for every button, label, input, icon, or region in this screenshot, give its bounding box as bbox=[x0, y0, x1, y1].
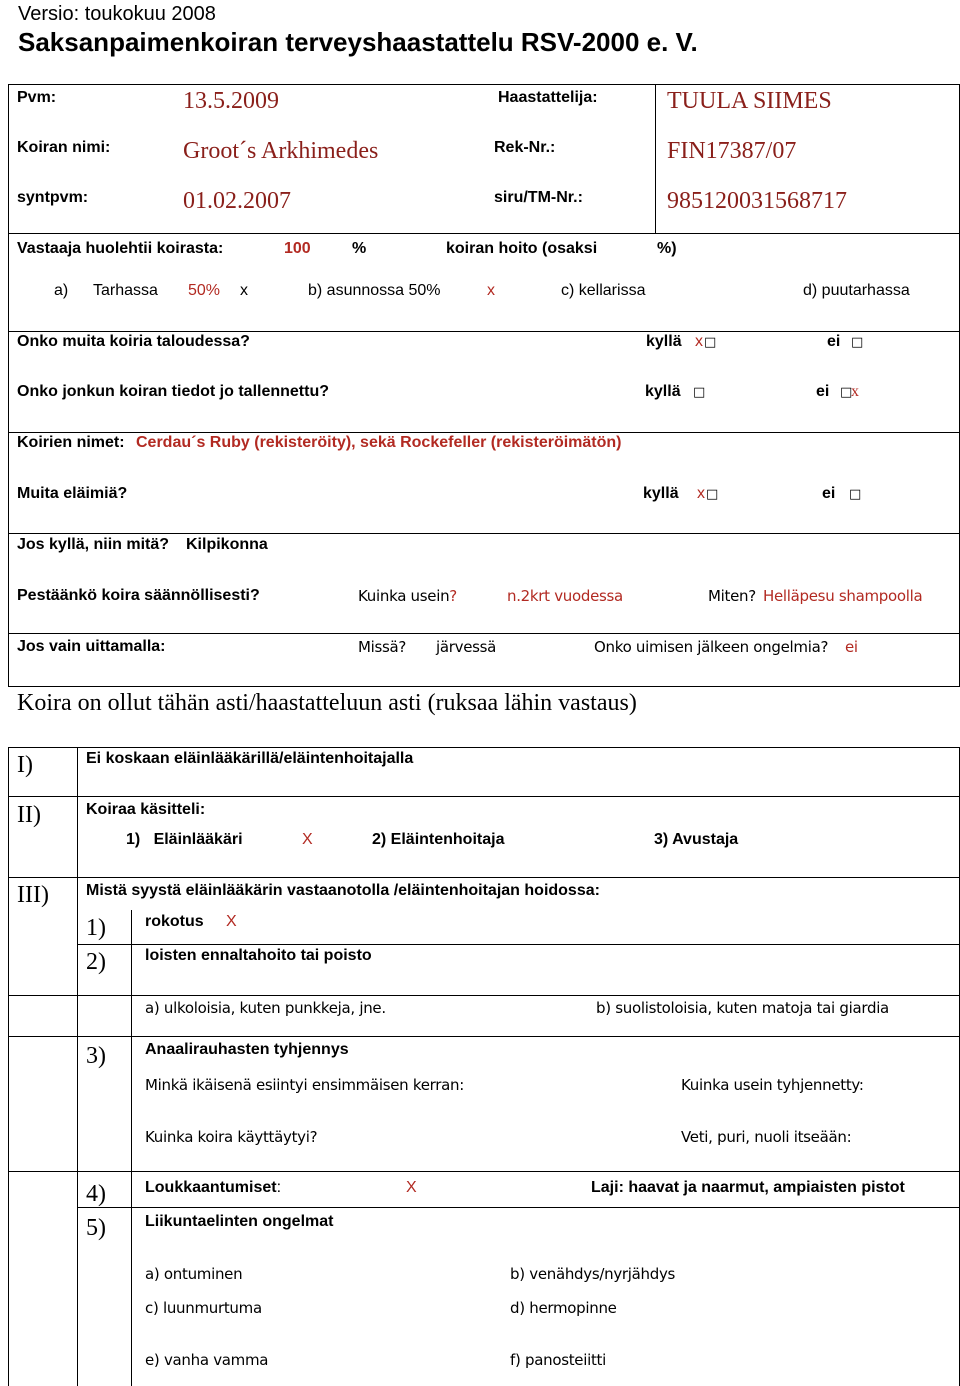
item-1-text: rokotus bbox=[145, 913, 204, 930]
item-3-behaviour-options: Veti, puri, nuoli itseään: bbox=[681, 1128, 852, 1146]
housing-b-mark: x bbox=[487, 282, 495, 299]
how-label: Miten? bbox=[708, 587, 756, 605]
lower-table-left bbox=[8, 747, 9, 1386]
lower-table-top bbox=[8, 747, 960, 748]
housing-a-label: Tarhassa bbox=[93, 282, 158, 299]
row-divider bbox=[8, 533, 960, 534]
item-3-frequency: Kuinka usein tyhjennetty: bbox=[681, 1076, 864, 1094]
saved-no-checkbox[interactable]: □ bbox=[840, 385, 853, 400]
housing-c-label: c) kellarissa bbox=[561, 282, 646, 299]
reknr-value: FIN17387/07 bbox=[667, 138, 797, 164]
item-5-option-d: d) hermopinne bbox=[510, 1299, 617, 1317]
saved-no: ei bbox=[816, 383, 830, 400]
koiran-nimi-value: Groot´s Arkhimedes bbox=[183, 138, 379, 164]
housing-a-mark: x bbox=[240, 282, 248, 299]
other-dogs-yes: kyllä bbox=[646, 333, 682, 350]
reknr-label: Rek-Nr.: bbox=[494, 139, 556, 156]
table-border-left bbox=[8, 84, 9, 687]
dog-names-label: Koirien nimet: bbox=[17, 434, 125, 451]
item-4-type: Laji: haavat ja naarmut, ampiaisten pistot bbox=[591, 1179, 905, 1196]
housing-d-label: d) puutarhassa bbox=[803, 282, 910, 299]
housing-a-prefix: a) bbox=[54, 282, 69, 299]
table-border-top bbox=[8, 84, 960, 85]
other-dogs-yes-checkbox[interactable]: □ bbox=[704, 335, 717, 350]
care-percent-sign: % bbox=[352, 240, 367, 257]
animals-yes-mark: x bbox=[697, 485, 705, 502]
pvm-label: Pvm: bbox=[17, 89, 57, 106]
row-divider bbox=[8, 1171, 960, 1172]
row-ii-label: II) bbox=[17, 802, 41, 828]
animals-no-checkbox[interactable]: □ bbox=[849, 487, 862, 502]
row-divider bbox=[77, 944, 960, 945]
item-4-text: Loukkaantumiset: bbox=[145, 1179, 282, 1196]
syntpvm-value: 01.02.2007 bbox=[183, 188, 291, 214]
row-iii-text: Mistä syystä eläinlääkärin vastaanotolla /eläintenhoitajan hoidossa: bbox=[86, 882, 600, 899]
item-5-number: 5) bbox=[86, 1215, 106, 1241]
column-divider bbox=[655, 84, 656, 234]
haastattelija-value: TUULA SIIMES bbox=[667, 88, 832, 114]
saved-no-mark: x bbox=[851, 383, 859, 400]
item-4-mark: X bbox=[406, 1179, 417, 1196]
how-often-label: Kuinka usein? bbox=[358, 587, 457, 605]
saved-yes-checkbox[interactable]: □ bbox=[693, 385, 706, 400]
hoito-label: koiran hoito (osaksi bbox=[446, 240, 598, 257]
row-divider bbox=[77, 1207, 960, 1208]
row-divider bbox=[8, 633, 960, 634]
row-divider bbox=[8, 233, 960, 234]
row-i-text: Ei koskaan eläinlääkärillä/eläintenhoitajalla bbox=[86, 750, 414, 767]
item-5-option-c: c) luunmurtuma bbox=[145, 1299, 262, 1317]
item-5-option-f: f) panosteiitti bbox=[510, 1351, 606, 1369]
pvm-value: 13.5.2009 bbox=[183, 88, 279, 114]
item-2-option-b: b) suolistoloisia, kuten matoja tai giardia bbox=[596, 999, 889, 1017]
dog-names-value: Cerdau´s Ruby (rekisteröity), sekä Rockefeller (rekisteröimätön) bbox=[136, 434, 622, 451]
wash-question: Pestäänkö koira säännöllisesti? bbox=[17, 587, 260, 604]
page-title: Saksanpaimenkoiran terveyshaastattelu RSV-2000 e. V. bbox=[18, 27, 698, 57]
item-5-option-a: a) ontuminen bbox=[145, 1265, 243, 1283]
how-often-value: n.2krt vuodessa bbox=[507, 587, 623, 605]
which-animals-value: Kilpikonna bbox=[186, 536, 268, 553]
other-dogs-no: ei bbox=[827, 333, 841, 350]
item-1-number: 1) bbox=[86, 915, 106, 941]
problems-label: Onko uimisen jälkeen ongelmia? bbox=[594, 638, 829, 656]
item-4-number: 4) bbox=[86, 1181, 106, 1207]
other-dogs-yes-mark: x bbox=[695, 333, 703, 350]
lower-table-divider bbox=[77, 747, 78, 1386]
saved-question: Onko jonkun koiran tiedot jo tallennettu? bbox=[17, 383, 329, 400]
row-divider bbox=[8, 796, 960, 797]
item-3-behaviour: Kuinka koira käyttäytyi? bbox=[145, 1128, 318, 1146]
row-divider bbox=[8, 432, 960, 433]
care-label: Vastaaja huolehtii koirasta: bbox=[17, 240, 224, 257]
swim-label: Jos vain uittamalla: bbox=[17, 638, 166, 655]
housing-a-value: 50% bbox=[188, 282, 221, 299]
row-iii-label: III) bbox=[17, 882, 49, 908]
how-value: Helläpesu shampoolla bbox=[763, 587, 923, 605]
other-dogs-no-checkbox[interactable]: □ bbox=[851, 335, 864, 350]
siru-label: siru/TM-Nr.: bbox=[494, 189, 583, 206]
which-animals-label: Jos kyllä, niin mitä? bbox=[17, 536, 170, 553]
item-3-number: 3) bbox=[86, 1043, 106, 1069]
animals-yes: kyllä bbox=[643, 485, 679, 502]
care-percent-value: 100 bbox=[284, 240, 311, 257]
row-divider bbox=[8, 331, 960, 332]
animals-yes-checkbox[interactable]: □ bbox=[706, 487, 719, 502]
sub-divider bbox=[131, 910, 132, 1386]
where-label: Missä? bbox=[358, 638, 407, 656]
syntpvm-label: syntpvm: bbox=[17, 189, 89, 206]
where-value: järvessä bbox=[436, 638, 497, 656]
row-ii-text: Koiraa käsitteli: bbox=[86, 801, 206, 818]
item-5-text: Liikuntaelinten ongelmat bbox=[145, 1213, 334, 1230]
koiran-nimi-label: Koiran nimi: bbox=[17, 139, 111, 156]
saved-yes: kyllä bbox=[645, 383, 681, 400]
row-divider bbox=[8, 1036, 960, 1037]
handler-assistant: 3) Avustaja bbox=[654, 831, 739, 848]
handler-nurse: 2) Eläintenhoitaja bbox=[372, 831, 505, 848]
siru-value: 985120031568717 bbox=[667, 188, 847, 214]
other-dogs-question: Onko muita koiria taloudessa? bbox=[17, 333, 250, 350]
item-2-text: loisten ennaltahoito tai poisto bbox=[145, 947, 372, 964]
animals-no: ei bbox=[822, 485, 836, 502]
housing-b-label: b) asunnossa 50% bbox=[308, 282, 441, 299]
handler-vet-mark: X bbox=[302, 831, 313, 848]
item-5-option-b: b) venähdys/nyrjähdys bbox=[510, 1265, 676, 1283]
version-line: Versio: toukokuu 2008 bbox=[18, 3, 216, 25]
item-5-option-e: e) vanha vamma bbox=[145, 1351, 269, 1369]
handler-vet: 1) Eläinlääkäri bbox=[126, 831, 243, 848]
row-divider bbox=[8, 877, 960, 878]
section-heading: Koira on ollut tähän asti/haastatteluun asti (ruksaa lähin vastaus) bbox=[17, 690, 637, 716]
animals-question: Muita eläimiä? bbox=[17, 485, 128, 502]
problems-value: ei bbox=[845, 638, 858, 656]
item-2-number: 2) bbox=[86, 949, 106, 975]
item-3-age: Minkä ikäisenä esiintyi ensimmäisen kerran: bbox=[145, 1076, 464, 1094]
row-divider bbox=[8, 995, 960, 996]
item-1-mark: X bbox=[226, 913, 237, 930]
haastattelija-label: Haastattelija: bbox=[498, 89, 598, 106]
table-border-bottom bbox=[8, 686, 960, 687]
item-2-option-a: a) ulkoloisia, kuten punkkeja, jne. bbox=[145, 999, 386, 1017]
row-i-label: I) bbox=[17, 752, 33, 778]
item-3-text: Anaalirauhasten tyhjennys bbox=[145, 1041, 349, 1058]
hoito-close: %) bbox=[657, 240, 677, 257]
